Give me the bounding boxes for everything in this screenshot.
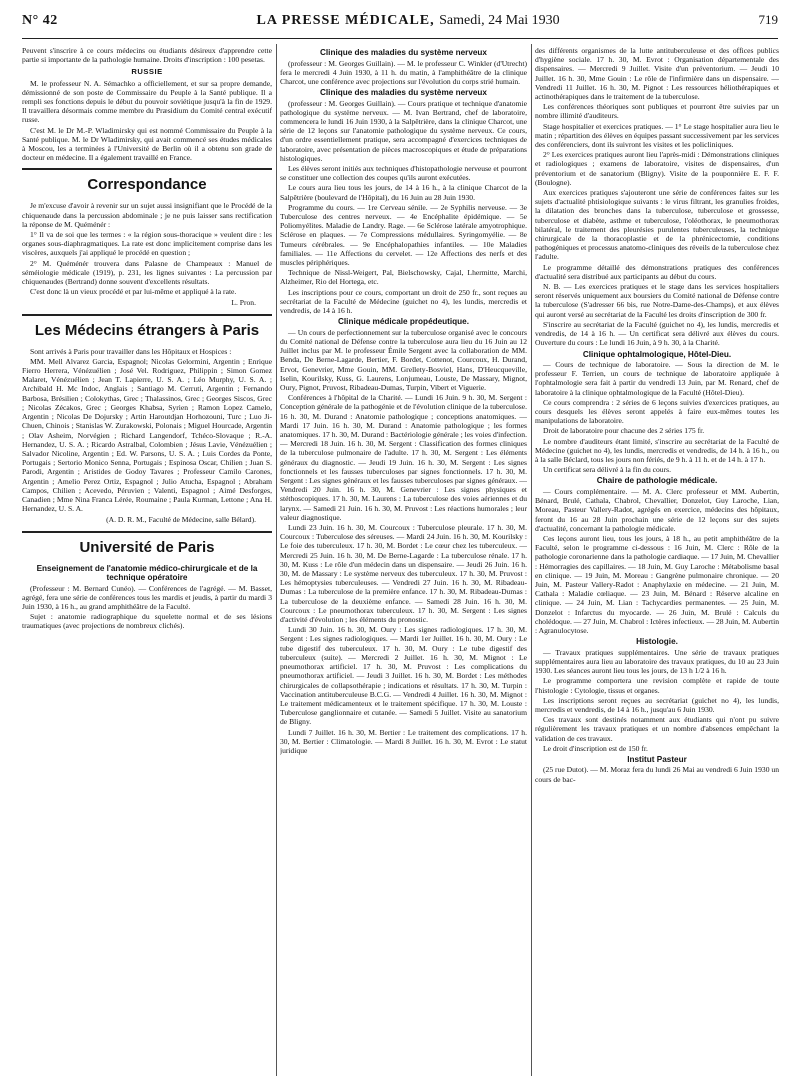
- paragraph: Lundi 7 Juillet. 16 h. 30, M. Bertier : Le traitement des complications. 17 h. 30, M. Bertier : Climatologie. — Mardi 8 Juillet. 16 h. 30, M. Evrot : Le statut juridique: [280, 727, 527, 755]
- paragraph: Les inscriptions seront reçues au secrétariat (guichet no 4), les lundis, mercredis et vendredis, de 14 à 16 h., jusqu'au 6 Juin 1930.: [535, 695, 779, 714]
- subsection-heading: Chaire de pathologie médicale.: [596, 476, 718, 486]
- section-rule: [22, 531, 272, 533]
- paragraph: (professeur : M. Georges Guillain). — M. le professeur C. Winkler (d'Utrecht) fera le mercredi 4 Juin 1930, à 11 h. du matin, à l'amphithéâtre de la clinique Charcot, une conférence avec projections sur l'évolution du corps strié humain.: [280, 58, 527, 86]
- subsection-heading: Clinique ophtalmologique, Hôtel-Dieu.: [582, 349, 732, 359]
- paragraph: Sont arrivés à Paris pour travailler dans les Hôpitaux et Hospices :: [30, 346, 232, 356]
- paragraph: Conférences à l'hôpital de la Charité. — Lundi 16 Juin. 9 h. 30, M. Sergent : Conception générale de la pathogénie et de l'évolution clinique de la tuberculose. 16 h. 30, M. Durand : Anatomie pathologique ; conceptions anatomiques. — Mardi 17 Juin. 16 h. 30, M. Durand : Anatomie pathologique ; les formes anatomiques. 17 h. 30, M. Durand : Bactériologie générale ; les voies d'infection. — Mercredi 18 Juin. 16 h. 30, M. Sergent : Classification des formes cliniques de la tuberculose pulmonaire de l'adulte. 17 h. 30, M. Sergent : Les éléments généraux du diagnostic. — Jeudi 19 Juin. 16 h. 30, M. Sergent : Les signes fonctionnels et les fausses tuberculoses par signes fonctionnels. 17 h. 30, M. Sergent : Les signes généraux et les fausses tuberculoses par signes généraux. — Vendredi 20 Juin. 16 h. 30, M. Genevrier : Les signes physiques et stéthoscopiques. 17 h. 30, M. Laurens : La tuberculose des voies aériennes et du larynx. — Samedi 21 Juin. 16 h. 30, M. Pruvost : Les réactions humorales ; leur valeur diagnostique.: [280, 393, 527, 522]
- paragraph: Peuvent s'inscrire à ce cours médecins ou étudiants désireux d'apprendre cette partie si importante de la pathologie humaine. Droits d'inscription : 100 pesetas.: [22, 46, 272, 65]
- paragraph: Aux exercices pratiques s'ajouteront une série de conférences faites sur les sujets d'actualité phtisiologique suivants : le virus filtrant, les granulies froides, la dilatation des bronches dans la tuberculose, tuberculose et grossesse, tuberculose et diabète, asthme et tuberculose, l'oléothorax, le pneumothorax bilatéral, le traitement des pleurésies purulentes tuberculeuses, la technique chirurgicale de la thoracoplastie et de la phrénicectomie, conditions pathogéniques et processus anatomo-cliniques des réveils de la tuberculose chez l'adulte.: [535, 188, 779, 262]
- paragraph: Stage hospitalier et exercices pratiques. — 1° Le stage hospitalier aura lieu le matin ; répartition des élèves en équipes passant successivement par les services des conférenciers, dont ils suivront les visites et les policliniques.: [535, 121, 779, 150]
- paragraph: Le cours aura lieu tous les jours, de 14 à 16 h., à la clinique Charcot de la Salpêtrière (boulevard de l'Hôpital), du 16 Juin au 28 Juin 1930.: [280, 183, 527, 202]
- page-header: [22, 12, 778, 34]
- paragraph: M. le professeur N. A. Sémachko a officiellement, et sur sa propre demande, démissionné de son poste de Commissaire du Peuple à la Santé publique. Il a rempli ses fonctions depuis le début du pouvoir soviétique jusqu'à la fin de 1929. Il travaillera désormais comme membre du Præsidium du Comité central exécutif russe.: [22, 78, 272, 125]
- paragraph: Les inscriptions pour ce cours, comportant un droit de 250 fr., sont reçues au secrétariat de la Faculté de Médecine (guichet no 4), les lundis, mercredis et vendredis, de 14 à 16 h.: [280, 287, 527, 316]
- column-3: [535, 46, 779, 1076]
- paragraph: Un certificat sera délivré à la fin du cours.: [543, 465, 671, 475]
- paragraph: Lundi 23 Juin. 16 h. 30, M. Courcoux : Tuberculose pleurale. 17 h. 30, M. Courcoux : Tuberculose des séreuses. — Mardi 24 Juin. 16 h. 30, M. Kourilsky : Le foie des tuberculeux. 17 h. 30, M. Bordet : Le cœur chez les tuberculeux. — Mercredi 25 Juin. 16 h. 30, M. De Berne-Lagarde : La tuberculose rénale. 17 h. 30, M. Kuss : Le rôle d'un médecin dans un dispensaire. — Jeudi 26 Juin. 16 h. 30, M. de Massary : Le système nerveux des tuberculeux. 17 h. 30, M. Pruvost : Les hémoptysies tuberculeuses. — Vendredi 27 Juin. 16 h. 30, M. Ribadeau-Dumas : La tuberculose de la première enfance. 17 h. 30, M. Ribadeau-Dumas : La tuberculose de la deuxième enfance. — Samedi 28 Juin. 16 h. 30, M. Courcoux : Le pneumothorax tuberculeux. 17 h. 30, M. Sergent : Les signes d'activité d'évolution ; les éléments du pronostic.: [280, 523, 527, 625]
- paragraph: Le nombre d'auditeurs étant limité, s'inscrire au secrétariat de la Faculté de Médecine (guichet no 4), les lundis, mercredis et vendredis, de 14 h. à 16 h., ou à la salle Béclard, tous les jours non fériés, de 9 h. à 11 h. et de 14 h. à 17 h.: [535, 436, 779, 465]
- journal-title: [257, 13, 560, 29]
- heading-correspondance: Correspondance: [87, 176, 207, 194]
- subsection-heading: Clinique des maladies du système nerveux: [319, 48, 487, 57]
- issue-date: Samedi, 24 Mai 1930: [439, 13, 560, 28]
- paragraph: (Professeur : M. Bernard Cunéo). — Conférences de l'agrégé. — M. Basset, agrégé, fera une série de conférences tous les mardis et jeudis, à partir du mardi 3 Juin 1930, à 16 h., au grand amphithéâtre de la Faculté.: [22, 583, 272, 611]
- paragraph: C'est M. le Dr M.-P. Wladimirsky qui est nommé Commissaire du Peuple à la Santé publique. M. le Dr Wladimirsky, qui avait commencé ses études médicales à Moscou, les a terminées à l'Université de Berlin où il a obtenu son grade de docteur en médecine. Il a également travaillé en France.: [22, 125, 272, 163]
- issue-number: N° 42: [22, 13, 58, 28]
- page-number: 719: [758, 12, 778, 27]
- subsection-heading: Clinique médicale propédeutique.: [337, 317, 470, 327]
- paragraph: 1° Il va de soi que les termes : « la région sous-thoracique » veulent dire : les organes sous-diaphragmatiques. La rate est donc implicitement comprise dans les viscères, auxquels j'ai appliqué le procédé en question ;: [22, 230, 272, 258]
- paragraph: — Un cours de perfectionnement sur la tuberculose organisé avec le concours du Comité national de Défense contre la tuberculose aura lieu du 16 Juin au 12 Juillet inclus par M. le professeur Émile Sergent avec la collaboration de MM. Benda, De Berne-Lagarde, Bertier, F. Bordet, Cottenot, Courcoux, H. Durand, Ervot, Genevrier, Mme Gouin, MM. Grellety-Bosviel, Hans, D'Heucqueville, Iselin, Kourilsky, Kuss, G. Laurens, Lonjumeau, Louste, De Massary, Mignot, Oury, Pignot, Pruvost, Ribadeau-Dumas, Turpin, Vibert et Viguerie.: [280, 327, 527, 392]
- signature: (A. D. R. M., Faculté de Médecine, salle Bélard).: [106, 515, 256, 525]
- paragraph: Le programme comportera une revision complète et rapide de toute l'histologie : Cytologie, tissus et organes.: [535, 676, 779, 695]
- paragraph: (25 rue Dutot). — M. Moraz fera du lundi 26 Mai au vendredi 6 Juin 1930 un cours de bac-: [535, 765, 779, 784]
- subsection-heading: Clinique des maladies du système nerveux: [319, 88, 487, 98]
- paragraph: C'est donc là un vieux procédé et par lui-même et appliqué à la rate.: [30, 287, 237, 297]
- header-rule: [22, 38, 778, 39]
- paragraph: N. B. — Les exercices pratiques et le stage dans les services hospitaliers seront réservés uniquement aux boursiers du Comité national de Défense contre la tuberculose (S'adresser 66 bis, rue Notre-Dame-des-Champs), et aux élèves qui auront versé au secrétariat de la Faculté les droits d'inscription de 300 fr.: [535, 282, 779, 319]
- paragraph: Lundi 30 Juin. 16 h. 30, M. Oury : Les signes radiologiques. 17 h. 30, M. Sergent : Les signes radiologiques. — Mardi 1er Juillet. 16 h. 30, M. Oury : Le tube digestif des tuberculeux. 17 h. 30, M. Oury : Le tube digestif des tuberculeux (suite). — Mercredi 2 Juillet. 16 h. 30, M. Mignot : Le pneumothorax artificiel. 17 h. 30, M. Pruvost : Les complications du pneumothorax artificiel. — Jeudi 3 Juillet. 16 h. 30, M. Bordet : Les méthodes chirurgicales de collapsothérapie ; indications et résultats. 17 h. 30, M. Turpin : Vaccination antituberculeuse B.C.G. — Vendredi 4 Juillet. 16 h. 30, M. Mignot : Le traitement médicamenteux et le traitement spécifique. 17 h. 30, M. Louste : Tuberculose ganglionnaire et cutanée. — Samedi 5 Juillet. Visite au sanatorium de Bligny.: [280, 625, 527, 727]
- paragraph: Les élèves seront initiés aux techniques d'histopathologie nerveuse et pourront se constituer une collection des coupes qu'ils auront exécutées.: [280, 164, 527, 183]
- paragraph: — Cours de technique de laboratoire. — Sous la direction de M. le professeur F. Terrien, un cours de technique de laboratoire appliquée à l'ophtalmologie sera fait à partir du vendredi 13 Juin, par M. Renard, chef de laboratoire à la clinique ophtalmologique de la Faculté (Hôtel-Dieu).: [535, 360, 779, 397]
- paragraph: — Cours complémentaire. — M. A. Clerc professeur et MM. Aubertin, Bénard, Brulé, Cathala, Chabrol, Chevallier, Donzelot, Guy Laroche, Lian, Moreau, Pasteur Vallery-Radot, agrégés en exercice, médecins des hôpitaux, feront du 16 au 28 Juin prochain une série de 12 leçons sur des sujets d'actualité, concernant la pathologie médicale.: [535, 486, 779, 533]
- column-2: [280, 46, 527, 1076]
- paragraph: S'inscrire au secrétariat de la Faculté (guichet no 4), les lundis, mercredis et vendredis, de 14 à 16 h. — Un certificat sera délivré aux élèves du cours. Ouverture du cours : Le lundi 16 Juin, à 9 h. 30, à la Charité.: [535, 319, 779, 348]
- paragraph: Ces leçons auront lieu, tous les jours, à 18 h., au petit amphithéâtre de la Faculté, selon le programme ci-dessous : 16 Juin, M. Clerc : Rôle de la pathologie coronarienne dans la pathologie cardiaque. — 17 Juin, M. Chevallier : Hémorragies des capillaires. — 18 Juin, M. Guy Laroche : Métabolisme basal en clinique. — 19 Juin, M. Moreau : Gangrène pulmonaire chronique. — 20 Juin, M. Pasteur Vallery-Radot : Anaphylaxie en médecine. — 21 Juin, M. Cathala : Maladie cœliaque. — 23 Juin, M. Bénard : Réserve alcaline en clinique. — 24 Juin, M. Lian : Tachycardies permanentes. — 25 Juin, M. Donzelot : Infarctus du myocarde. — 26 Juin, M. Brulé : Calculs du cholédoque. — 27 Juin, M. Chabrol : Ictères infectieux. — 28 Juin, M. Aubertin : Agranulocytose.: [535, 533, 779, 635]
- heading-medecins-etrangers: Les Médecins étrangers à Paris: [34, 321, 260, 339]
- paragraph: Je m'excuse d'avoir à revenir sur un sujet aussi insignifiant que le Procédé de la chiquenaude dans la percussion abdominale ; je ne puis laisser sans rectification la réponse de M. Quéménér :: [22, 201, 272, 229]
- signature: L. Pron.: [231, 298, 256, 308]
- paragraph: Sujet : anatomie radiographique du squelette normal et de ses lésions traumatiques (avec projections de nombreux clichés).: [22, 612, 272, 631]
- section-rule: [22, 314, 272, 316]
- paragraph: des différents organismes de la lutte antituberculeuse et des offices publics d'hygiène sociale. 17 h. 30, M. Evrot : Organisation départementale des dispensaires. — Mercredi 9 Juillet. Visite d'un préventorium. — Jeudi 10 Juillet. 16 h. 30, Mme Gouin : Le rôle de l'infirmière dans un dispensaire. — Vendredi 11 Juillet. 16 h. 30, M. Pignot : Les ressources héliothérapiques et actinothérapiques dans le traitement de la tuberculose.: [535, 46, 779, 102]
- subsection-heading: Institut Pasteur: [627, 754, 687, 764]
- paragraph: Programme du cours. — 1re Cerveau sénile. — 2e Syphilis nerveuse. — 3e Tuberculose des centres nerveux. — 4e Encéphalite épidémique. — 5e Poliomyélites. Maladie de Landry. Rage. — 6e Sclérose latérale amyotrophique. Sclérose en plaques. — 7e Compressions médullaires. Syringomyélie. — 8e Tumeurs cérébrales. — 9e Encéphalopathies infantiles. — 10e Maladies familiales. — 11e Affections du cervelet. — 12e Affections des nerfs et des muscles périphériques.: [280, 202, 527, 268]
- paragraph: Droit de laboratoire pour chacune des 2 séries 175 fr.: [543, 426, 705, 436]
- heading-universite: Université de Paris: [79, 538, 215, 556]
- journal-name: LA PRESSE MÉDICALE,: [256, 13, 435, 28]
- paragraph: MM. Mell Alvarez Garcia, Espagnol; Nicolas Gelormini, Argentin ; Enrique Fierro Herrera, Vénézuélien ; José Vel. Rodriguez, Philippin ; Simon Gomez Malaret, Vénézuélien ; Jean T. Lapierre, U. S. A. ; Léo Murphy, U. S. A. ; Archibald H. Mc Indoc, Anglais ; Santiago M. Cerruti, Argentin ; Fernando Barbosa, Brésilien ; Colokythas, Grec ; Thalassinos, Grec ; Georges Siscos, Grec ; Nicolas Zécakos, Grec ; Georges Khabsa, Syrien ; Ramon Lopez Camelo, Argentin ; Nicolas De Dojursky ; Artin Haroutdjan Horhozouni, Turc ; Luo Ji-Chuen, Chinois ; Stanislas W. Zurakowski, Polonais ; Miguel Hourcade, Argentin ; Olav Asheim, Norvégien ; Richard Langendorf, Tchéco-Slovaque ; R.-A. Hernandez, U. S. A. ; Ricardo Astralbal, Colombien ; Jésus Lavie, Vénézuélien ; Salvador Nicoline, Argentin ; Ed. W. Parsons, U. S. A. ; Luis Cordes da Ponte, Portugais ; Sertorio Monico Senna, Portugais ; Espinosa Oscar, Chilien ; Juan S. Parodi, Argentin ; Aristides de Godoy Tavares ; Professeur Camilo Carones, Argentin ; Amelio Perez Ortiz, Espagnol ; Julio Atucha, Espagnol ; Abraham Campos, Chilien ; Acevedo, Péruvien ; Valenti, Espagnol ; Aimé Desforges, Canadien ; Mme Nina Franca Lérée, Roumaine ; Paula Kurman, Lettone ; Ana H. Hernandez, U. S. A.: [22, 356, 272, 514]
- paragraph: Ces travaux sont destinés notamment aux étudiants qui n'ont pu suivre régulièrement les travaux pratiques et un nombre d'absences empêchant la validation de ces travaux.: [535, 715, 779, 743]
- paragraph: (professeur : M. Georges Guillain). — Cours pratique et technique d'anatomie pathologique du système nerveux. — M. Ivan Bertrand, chef de laboratoire, commencera le lundi 16 Juin 1930, à la Salpêtrière, dans la clinique Charcot, une série de 12 leçons sur l'anatomie pathologique du système nerveux. Ce cours, d'un ordre essentiellement pratique, sera accompagné d'exercices techniques de laboratoire, avec présentation de pièces macroscopiques et étude de préparations histologiques.: [280, 98, 527, 163]
- column-divider: [531, 44, 532, 1076]
- section-rule: [22, 168, 272, 170]
- paragraph: Technique de Nissl-Weigert, Pal, Bielschowsky, Cajal, Lhermitte, Marchi, Alzheimer, Rio del Hortega, etc.: [280, 268, 527, 287]
- paragraph: Le programme détaillé des démonstrations pratiques des conférences d'actualité sera distribué aux participants au début du cours.: [535, 262, 779, 281]
- paragraph: Ce cours comprendra : 2 séries de 6 leçons suivies d'exercices pratiques, au cours desquels les élèves seront appelés à faire eux-mêmes toutes les manipulations de laboratoire.: [535, 397, 779, 426]
- paragraph: Le droit d'inscription est de 150 fr.: [543, 743, 648, 753]
- subsection-heading: Histologie.: [636, 637, 678, 647]
- paragraph: 2° Les exercices pratiques auront lieu l'après-midi : Démonstrations cliniques et radiologiques ; examens de laboratoire, visites de dispensaires, d'un préventorium et de sanatorium (Bligny). Visite de la pouponnière E. F. F. (Boulogne).: [535, 150, 779, 187]
- paragraph: 2° M. Quéménér trouvera dans Palasne de Champeaux : Manuel de séméiologie médicale (1919), p. 231, les lignes suivantes : La percussion par chiquenaudes (Bertrand) donne souvent d'excellents résultats.: [22, 258, 272, 287]
- paragraph: — Travaux pratiques supplémentaires. Une série de travaux pratiques supplémentaires aura lieu au laboratoire des travaux pratiques, du 10 au 23 Juin 1930. Les séances auront lieu tous les jours, de 13 h 1/2 à 16 h.: [535, 647, 779, 676]
- column-divider: [276, 44, 277, 1076]
- subsection-heading: Enseignement de l'anatomie médico-chirurgicale et de la technique opératoire: [36, 563, 258, 583]
- column-1: [22, 46, 272, 1076]
- paragraph: Les conférences théoriques sont publiques et pourront être suivies par un nombre illimité d'auditeurs.: [535, 102, 779, 121]
- section-heading-russie: RUSSIE: [131, 67, 163, 77]
